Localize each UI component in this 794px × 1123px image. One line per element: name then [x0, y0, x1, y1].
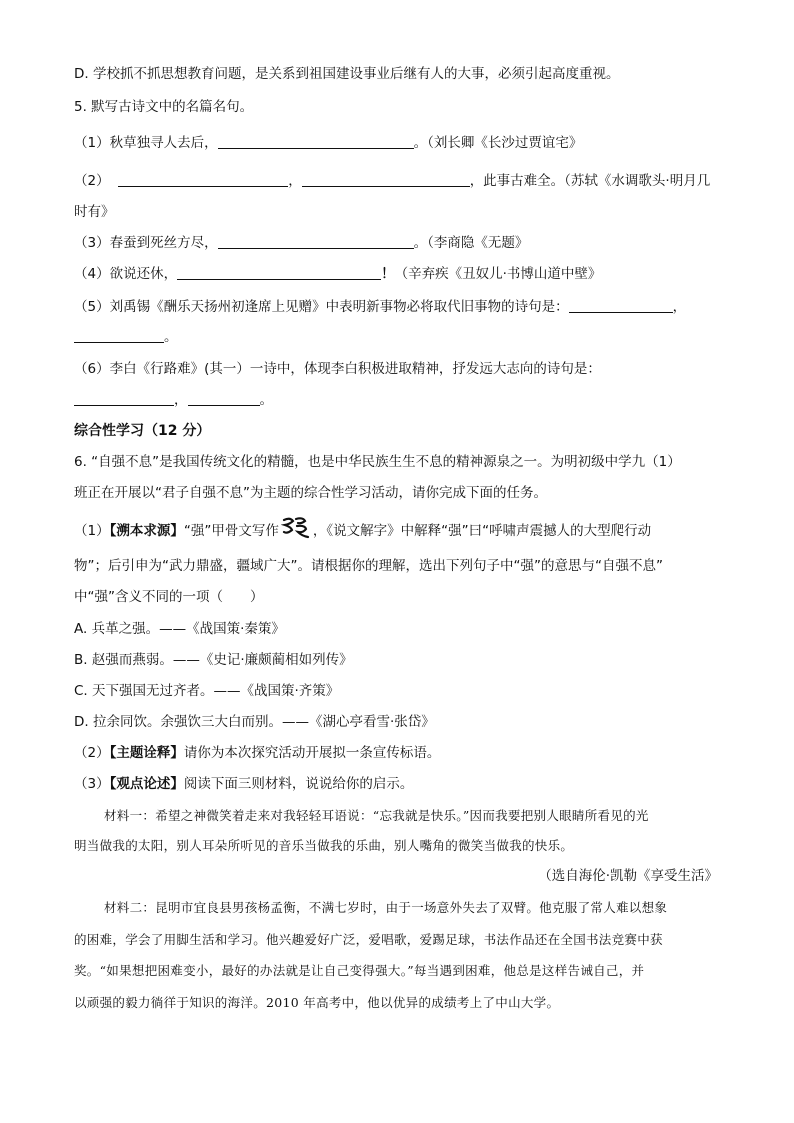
q6-intro-line-2: 班正在开展以“君子自强不息”为主题的综合性学习活动，请你完成下面的任务。 — [74, 485, 547, 501]
q6-part-1-number: （1） — [74, 523, 110, 539]
q5-item-1-suffix: 。（刘长卿《长沙过贾谊宅》 — [413, 135, 583, 151]
material-2-line-4: 以顽强的毅力徜徉于知识的海洋。2010 年高考中，他以优异的成绩考上了中山大学。 — [74, 995, 560, 1010]
answer-blank[interactable] — [302, 171, 470, 187]
q6-option-d: D. 拉余同饮。余强饮三大白而别。——《湖心亭看雪·张岱》 — [74, 714, 435, 730]
q5-item-6-comma: ， — [174, 392, 188, 408]
material-1-line-2: 明当做我的太阳，别人耳朵所听见的音乐当做我的乐曲，别人嘴角的微笑当做我的快乐。 — [74, 838, 574, 853]
material-1-source: （选自海伦·凯勒《享受生活》 — [538, 868, 718, 884]
q5-item-6: （6）李白《行路难》(其一）一诗中，体现李白积极进取精神，抒发远大志向的诗句是： — [74, 361, 601, 377]
answer-blank[interactable] — [118, 171, 288, 187]
material-2-line-2: 的困难，学会了用脚生活和学习。他兴趣爱好广泛，爱唱歌，爱踢足球，书法作品还在全国书法竞赛中获 — [74, 932, 663, 947]
q4-option-d: D. 学校抓不抓思想教育问题，是关系到祖国建设事业后继有人的大事，必须引起高度重视。 — [74, 66, 620, 82]
q6-intro-line-1: 6. “自强不息”是我国传统文化的精髓，也是中华民族生生不息的精神源泉之一。为明初级中学九（1） — [74, 454, 681, 470]
answer-blank[interactable] — [177, 264, 381, 280]
q5-item-1 — [74, 133, 734, 153]
answer-blank[interactable] — [218, 133, 414, 149]
material-2-line-1: 材料二：昆明市宜良县男孩杨孟衡，不满七岁时，由于一场意外失去了双臂。他克服了常人难以想象 — [104, 900, 668, 915]
q6-part-3-label: 【观点论述】 — [109, 776, 184, 792]
q6-part-1-text-b: ，《说文解字》中解释“强”曰“呼啸声震撼人的大型爬行动 — [312, 523, 652, 539]
q5-item-5 — [74, 297, 734, 317]
material-1-line-1: 材料一：希望之神微笑着走来对我轻轻耳语说：“忘我就是快乐。”因而我要把别人眼睛所看见的光 — [104, 808, 649, 823]
q6-part-3-text: 阅读下面三则材料，说说给你的启示。 — [183, 776, 414, 792]
q6-part-2 — [74, 743, 734, 763]
q6-part-2-label: 【主题诠释】 — [109, 745, 184, 761]
q5-item-2-prefix: （2） — [74, 173, 110, 189]
q6-part-3 — [74, 774, 734, 794]
q5-item-3-suffix: 。（李商隐《无题》 — [413, 235, 529, 251]
answer-blank[interactable] — [569, 297, 673, 313]
q6-part-1-label: 【溯本求源】 — [109, 523, 184, 539]
section-heading: 综合性学习（12 分） — [74, 423, 211, 439]
answer-blank[interactable] — [74, 390, 174, 406]
q5-item-5-prefix: （5）刘禹锡《酬乐天扬州初逢席上见赠》中表明新事物必将取代旧事物的诗句是： — [74, 299, 569, 315]
q6-part-1 — [74, 516, 734, 542]
material-2-line-3: 奖。“如果想把困难变小，最好的办法就是让自己变得强大。”每当遇到困难，他总是这样告诫自己，并 — [74, 963, 645, 978]
q5-item-4 — [74, 264, 734, 284]
q6-part-1-text-a: “强”甲骨文写作 — [183, 523, 279, 539]
q6-option-c: C. 天下强国无过齐者。——《战国策·齐策》 — [74, 683, 340, 699]
q5-item-4-suffix: （辛弃疾《丑奴儿·书博山道中壁》 — [394, 266, 602, 282]
oracle-bone-glyph-icon — [281, 516, 311, 542]
q6-part-1-line-3: 中“强”含义不同的一项（ ） — [74, 589, 264, 605]
q6-part-2-text: 请你为本次探究活动开展拟一条宣传标语。 — [183, 745, 441, 761]
q5-item-4-excl: ！ — [381, 266, 395, 282]
q5-title: 5. 默写古诗文中的名篇名句。 — [74, 99, 254, 115]
q6-option-a: A. 兵革之强。——《战国策·秦策》 — [74, 621, 285, 637]
q6-option-b: B. 赵强而燕弱。——《史记·廉颇蔺相如列传》 — [74, 652, 353, 668]
q5-item-2-cont: 时有》 — [74, 204, 115, 220]
answer-blank[interactable] — [74, 327, 164, 343]
answer-blank[interactable] — [188, 390, 260, 406]
q5-item-6-end: 。 — [259, 392, 273, 408]
q5-item-2-mid: ， — [288, 173, 302, 189]
q5-item-1-prefix: （1）秋草独寻人去后， — [74, 135, 218, 151]
q5-item-2-suffix: ，此事古难全。（苏轼《水调歌头·明月几 — [469, 173, 711, 189]
q5-item-5-cont — [74, 327, 734, 347]
q6-part-1-line-2: 物”；后引申为“武力鼎盛，疆域广大”。请根据你的理解，选出下列句子中“强”的意思与“自强不息” — [74, 558, 663, 574]
q6-part-3-number: （3） — [74, 776, 110, 792]
q5-item-6-cont — [74, 390, 734, 410]
q5-item-4-prefix: （4）欲说还休， — [74, 266, 178, 282]
q5-item-3-prefix: （3）春蚕到死丝方尽， — [74, 235, 218, 251]
q5-item-3 — [74, 233, 734, 253]
q5-item-2 — [74, 171, 734, 191]
q6-part-2-number: （2） — [74, 745, 110, 761]
answer-blank[interactable] — [218, 233, 414, 249]
q5-item-5-end: 。 — [164, 329, 178, 345]
q5-item-5-comma: ， — [672, 299, 687, 315]
